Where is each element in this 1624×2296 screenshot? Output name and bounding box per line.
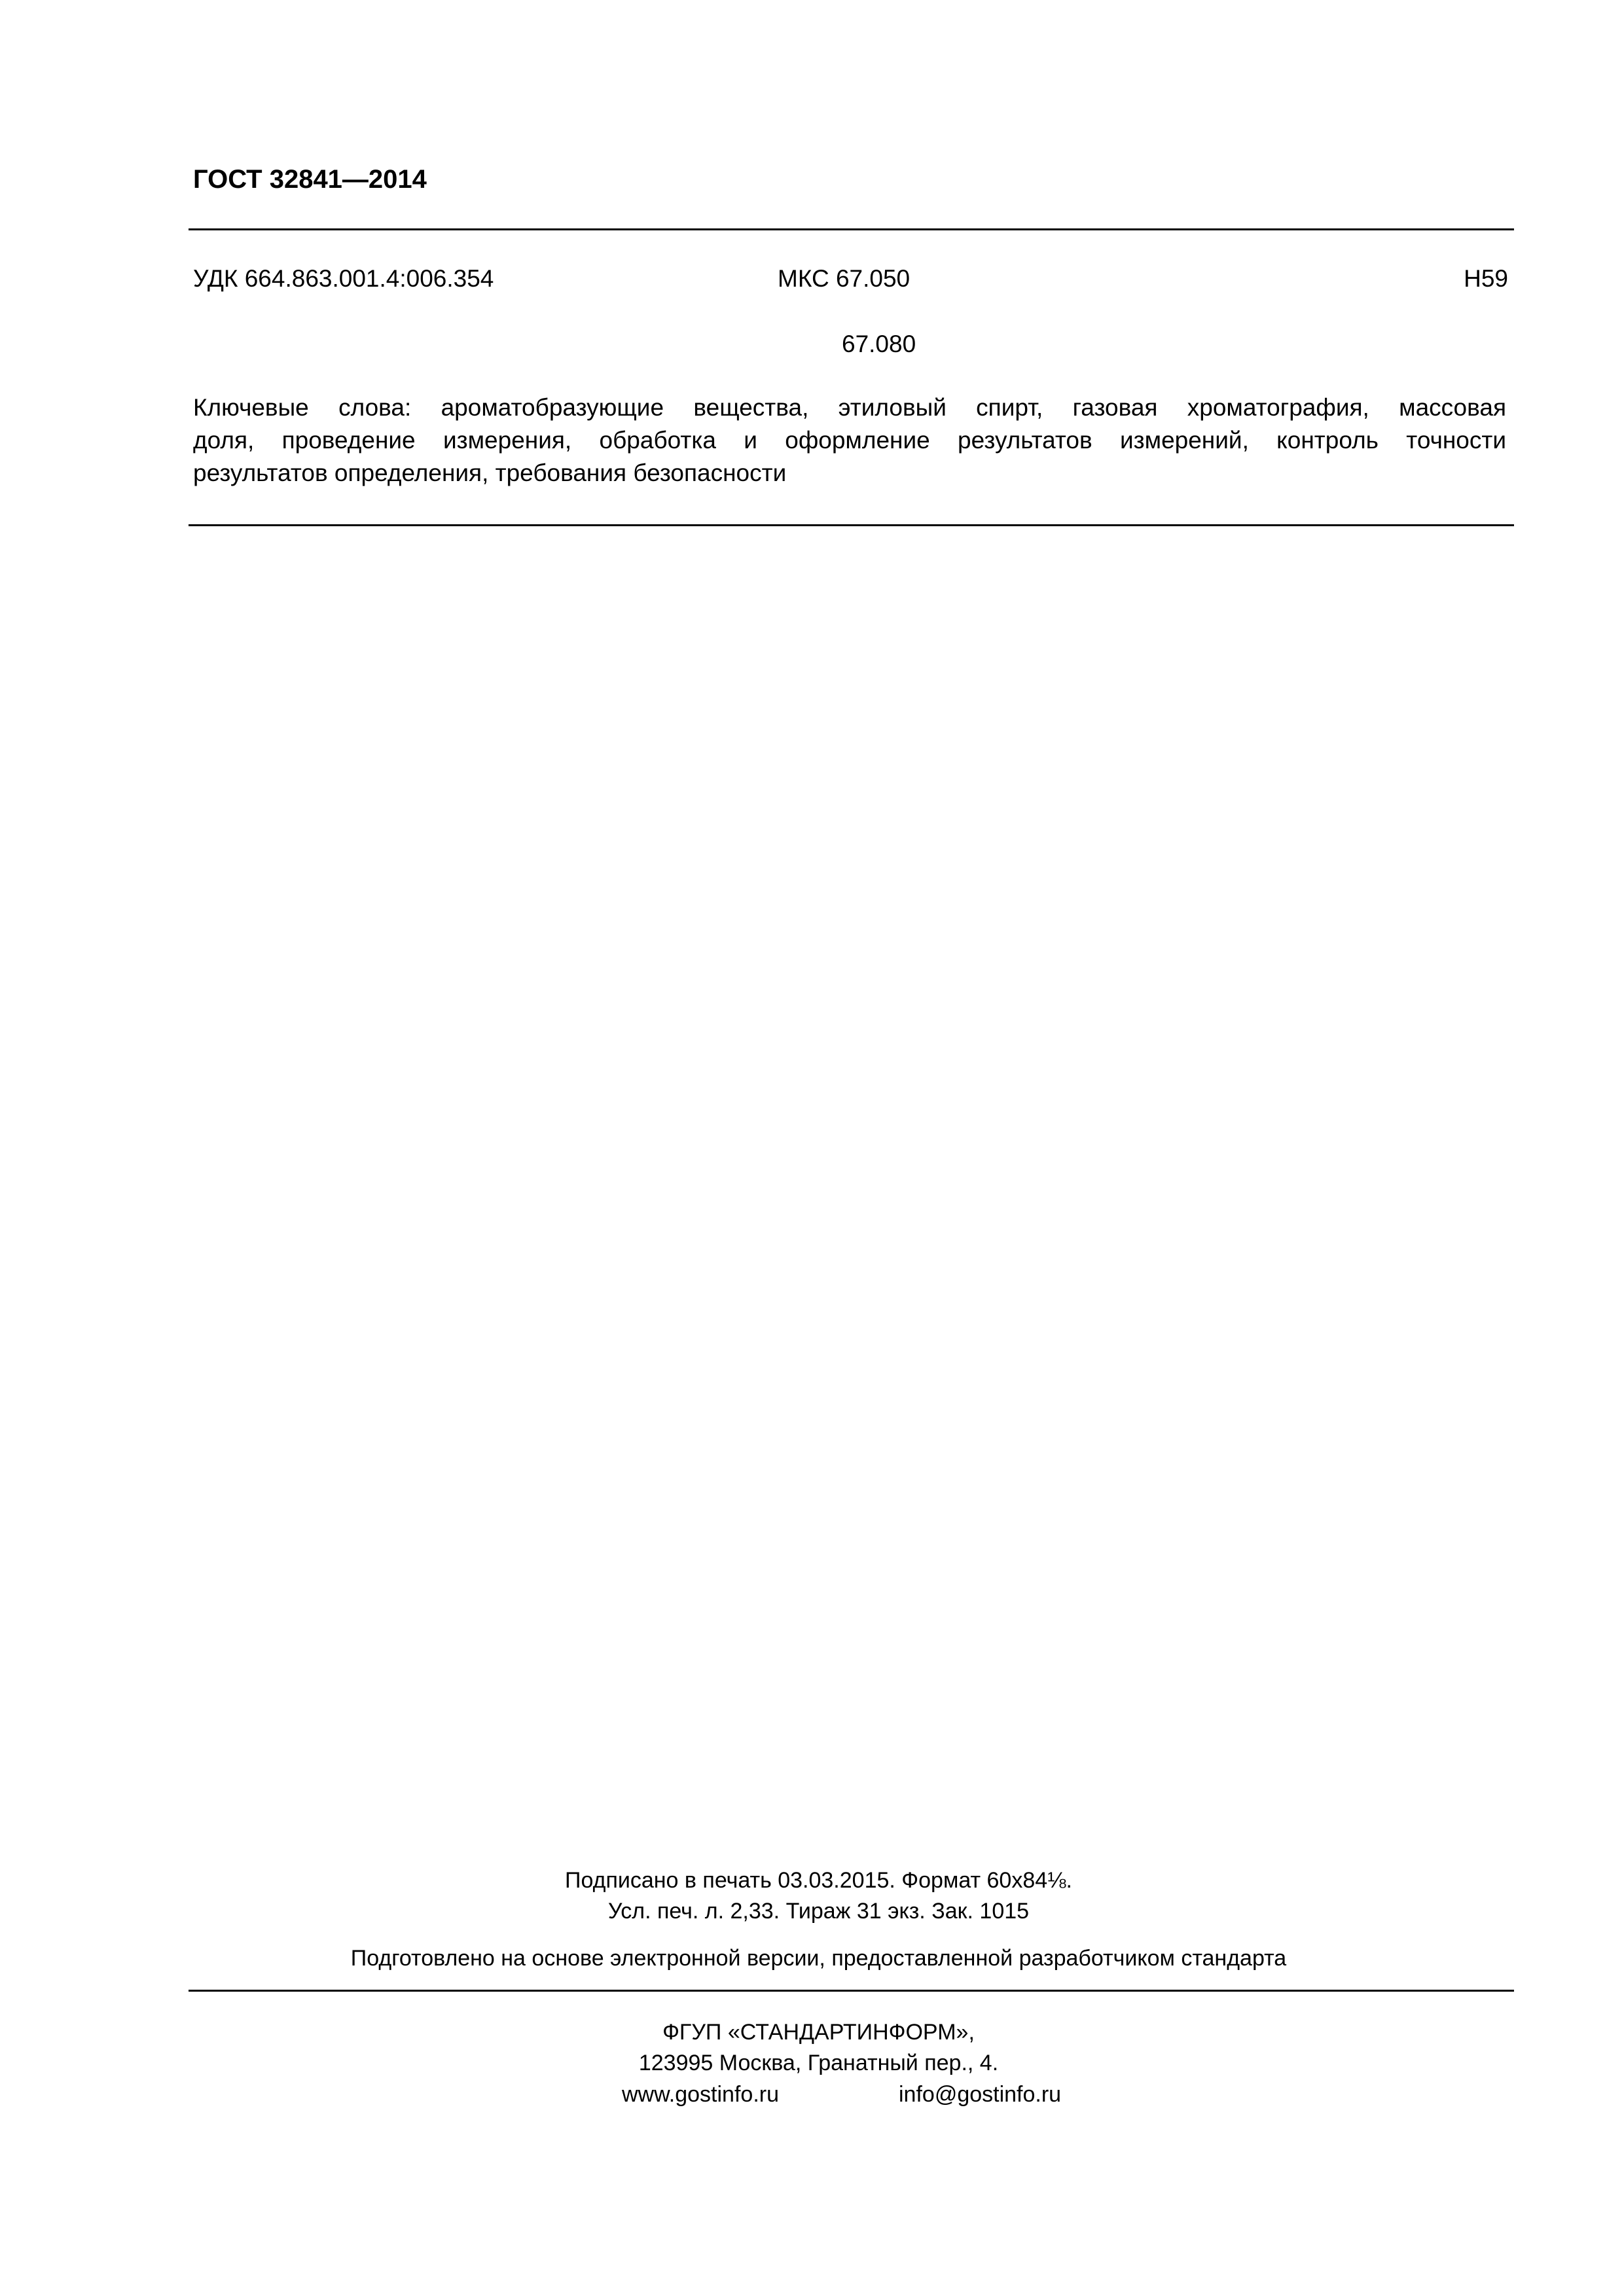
publisher-website[interactable]: www.gostinfo.ru <box>622 2082 779 2107</box>
document-id: ГОСТ 32841—2014 <box>193 165 427 194</box>
print-run-line: Усл. печ. л. 2,33. Тираж 31 экз. Зак. 1015 <box>607 1899 1030 1924</box>
print-details-line: Подписано в печать 03.03.2015. Формат 60x84⅛. <box>565 1868 1072 1893</box>
keywords-line: Ключевые слова: ароматобразующие вещества, этиловый спирт, газовая хроматография, массовая <box>193 394 1506 421</box>
mks-code: МКС 67.050 <box>778 265 911 292</box>
top-divider <box>189 228 1514 230</box>
footer-divider <box>189 1990 1514 1992</box>
mks-code-secondary: 67.080 <box>842 331 916 357</box>
prepared-note: Подготовлено на основе электронной версии, предоставленной разработчиком стандарта <box>350 1946 1287 1971</box>
publisher-address: 123995 Москва, Гранатный пер., 4. <box>638 2051 999 2075</box>
keywords-line: доля, проведение измерения, обработка и оформление результатов измерений, контроль точности <box>193 427 1506 454</box>
keywords-line: результатов определения, требования безопасности <box>193 459 787 486</box>
okp-code: Н59 <box>1464 265 1508 292</box>
publisher-name: ФГУП «СТАНДАРТИНФОРМ», <box>662 2020 975 2045</box>
udk-code: УДК 664.863.001.4:006.354 <box>193 265 494 292</box>
keywords-divider <box>189 524 1514 526</box>
keywords-paragraph <box>193 391 1506 490</box>
publisher-email[interactable]: info@gostinfo.ru <box>899 2082 1062 2107</box>
